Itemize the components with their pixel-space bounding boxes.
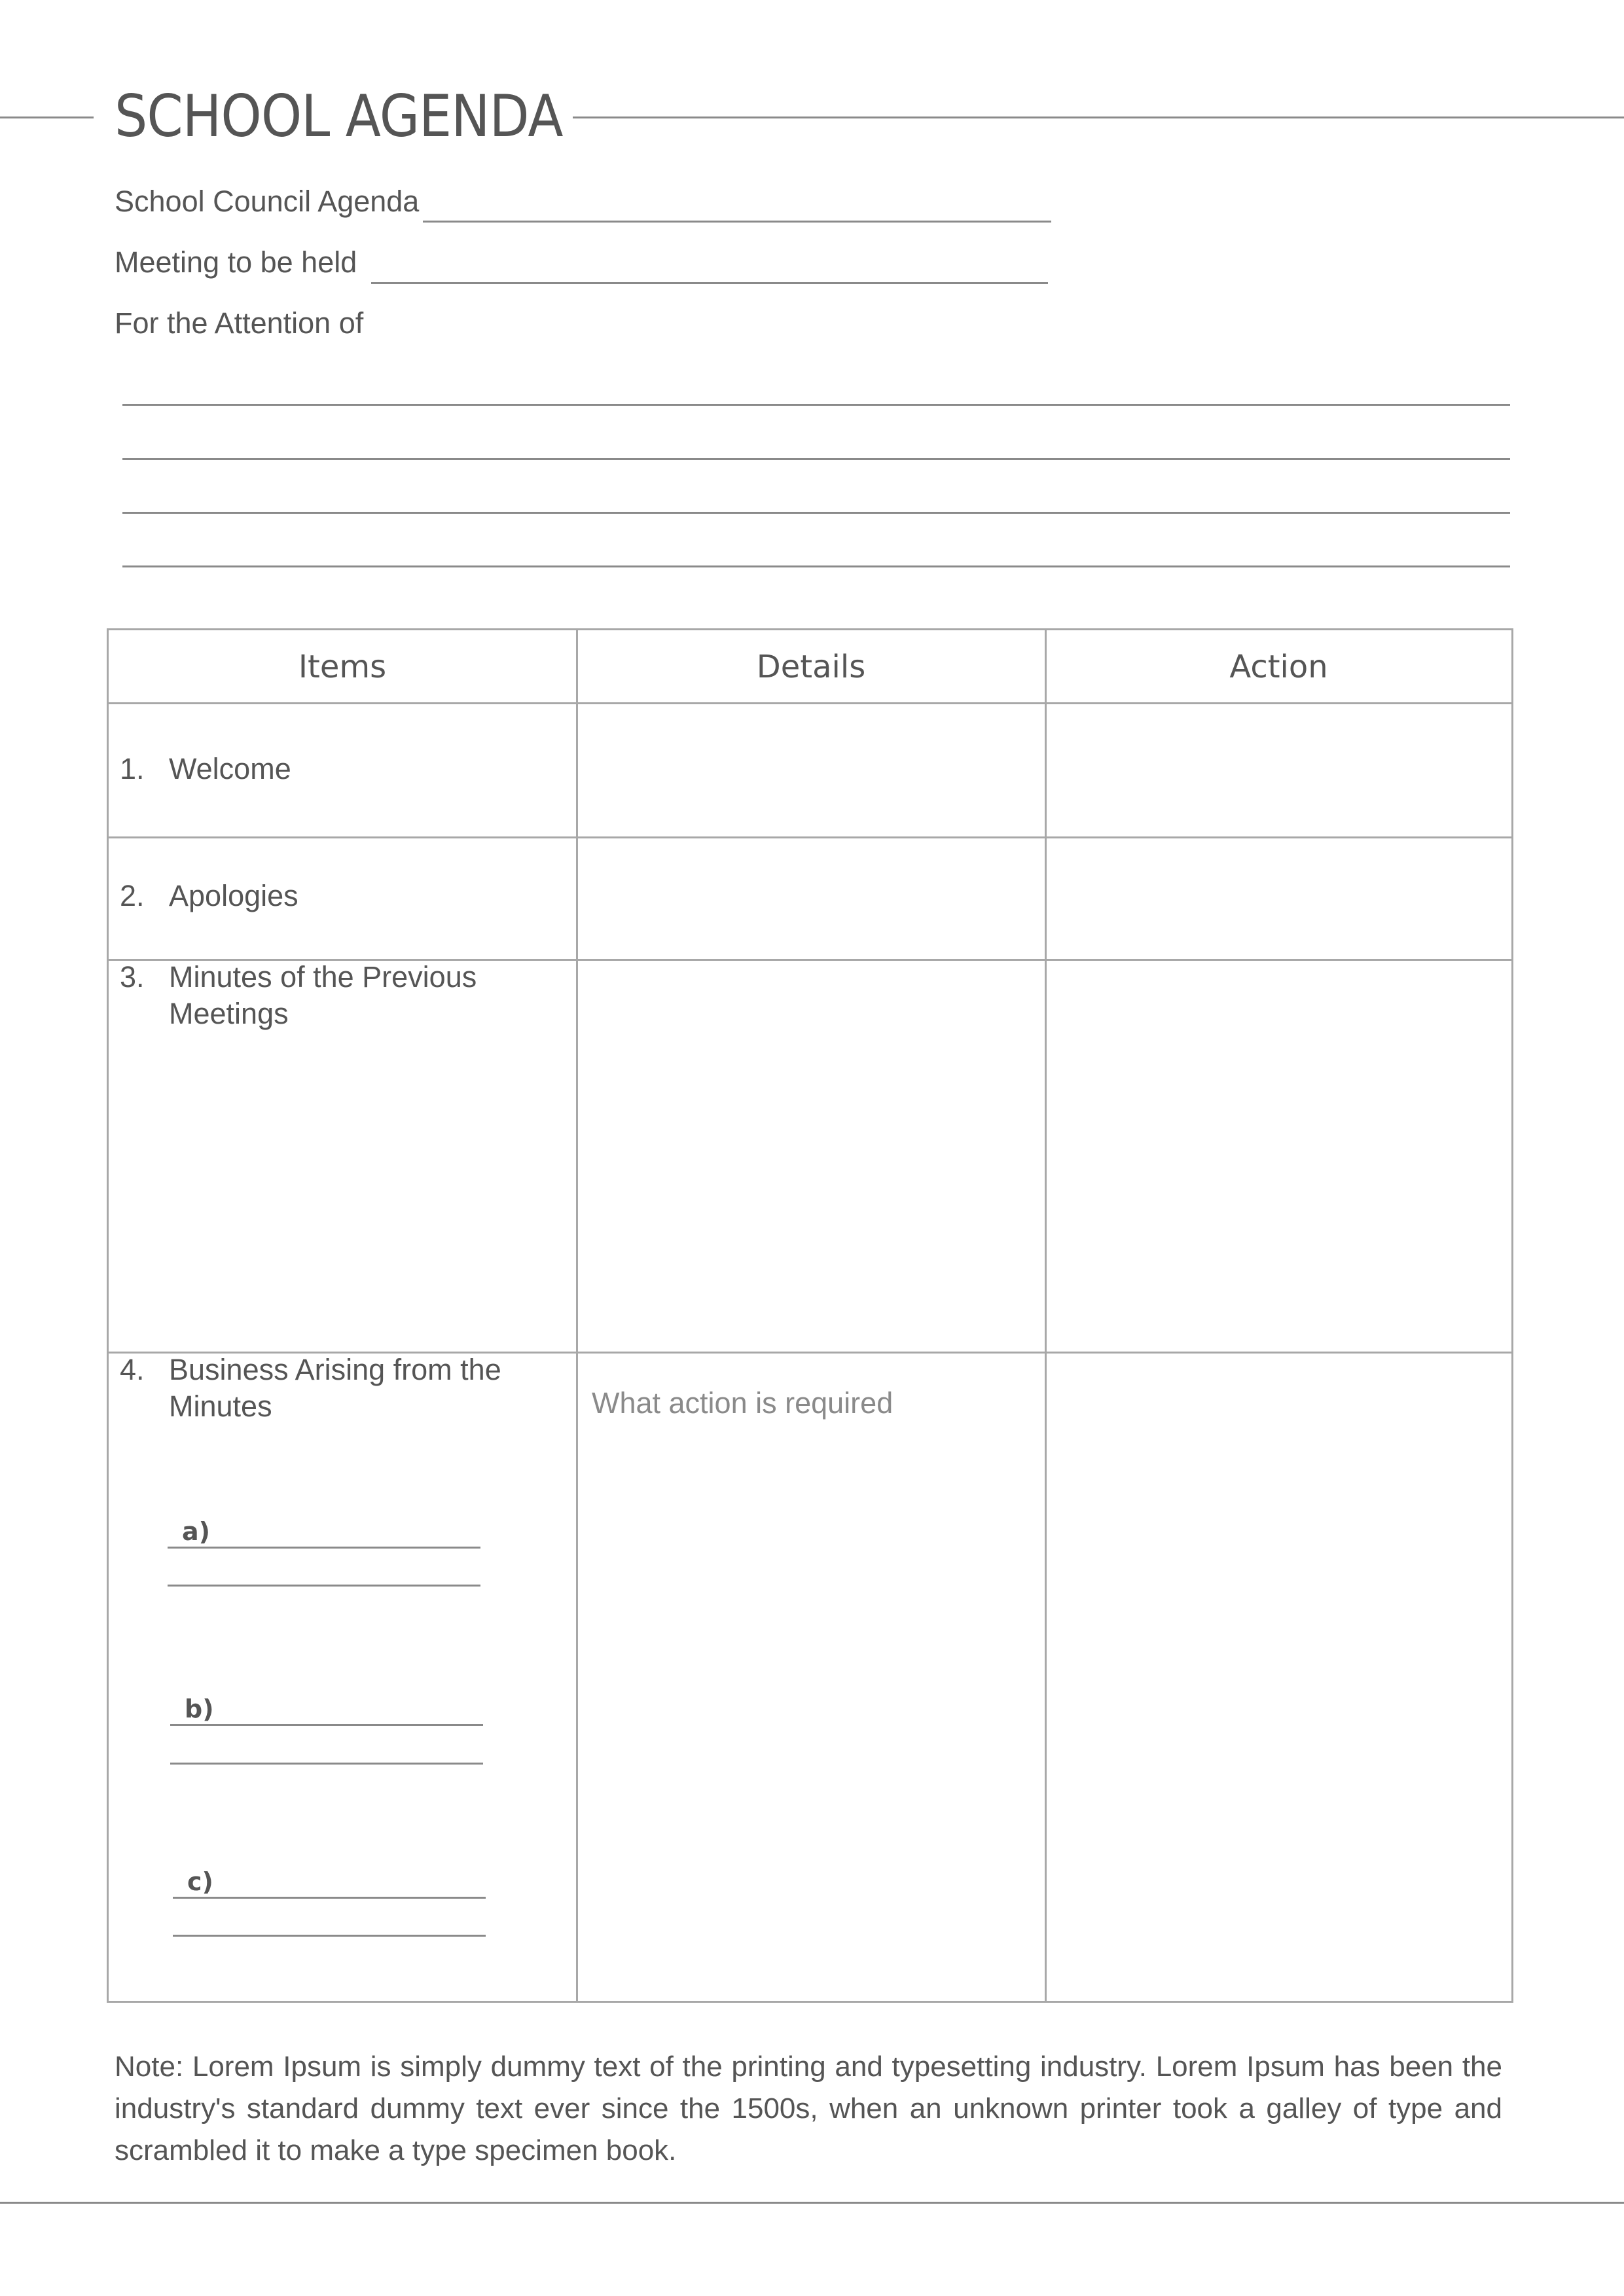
title-rule-right (573, 117, 1624, 118)
note-text: Lorem Ipsum is simply dummy text of the printing and typesetting industry. Lorem Ipsum has been the industry's standard dummy text ever since the 1500s, when an unknown printer took a galley of type and scrambled it to make a type specimen book. (115, 2051, 1502, 2166)
sub-item-c-line-1[interactable] (173, 1897, 486, 1899)
agenda-table (107, 628, 1513, 2003)
meeting-to-be-held-field[interactable] (371, 282, 1048, 284)
item-label-business-arising: Business Arising from the Minutes (169, 1353, 501, 1423)
page-title: SCHOOL AGENDA (115, 82, 563, 150)
sub-item-c-line-2[interactable] (173, 1935, 486, 1937)
column-header-action: Action (1229, 649, 1328, 685)
sub-item-a-line-2[interactable] (168, 1585, 480, 1587)
attention-line-4[interactable] (122, 565, 1510, 567)
meeting-to-be-held-label: Meeting to be held (115, 245, 357, 279)
attention-line-3[interactable] (122, 512, 1510, 514)
item-number: 1. (120, 752, 145, 785)
school-council-agenda-field[interactable] (423, 221, 1051, 223)
sub-item-b-line-2[interactable] (170, 1763, 483, 1765)
sub-item-b-label: b) (185, 1695, 214, 1723)
row-divider (109, 836, 1511, 838)
attention-of-label: For the Attention of (115, 306, 364, 340)
item-label-apologies: Apologies (169, 879, 298, 912)
item-number: 2. (120, 879, 145, 912)
item-label-welcome: Welcome (169, 752, 291, 785)
attention-line-1[interactable] (122, 404, 1510, 406)
note-paragraph (115, 2046, 1502, 2172)
title-rule-left (0, 117, 94, 118)
item-number: 3. (120, 960, 145, 994)
details-hint: What action is required (592, 1386, 893, 1420)
attention-line-2[interactable] (122, 458, 1510, 460)
sub-item-b-line-1[interactable] (170, 1724, 483, 1726)
sub-item-a-line-1[interactable] (168, 1547, 480, 1549)
footer-rule (0, 2202, 1624, 2204)
note-prefix: Note: (115, 2051, 184, 2083)
item-label-minutes: Minutes of the Previous Meetings (169, 960, 477, 1030)
sub-item-a-label: a) (182, 1517, 211, 1546)
column-header-details: Details (756, 649, 866, 685)
school-council-agenda-label: School Council Agenda (115, 185, 420, 218)
sub-item-c-label: c) (187, 1867, 213, 1896)
item-number: 4. (120, 1353, 145, 1386)
column-header-items: Items (298, 649, 387, 685)
